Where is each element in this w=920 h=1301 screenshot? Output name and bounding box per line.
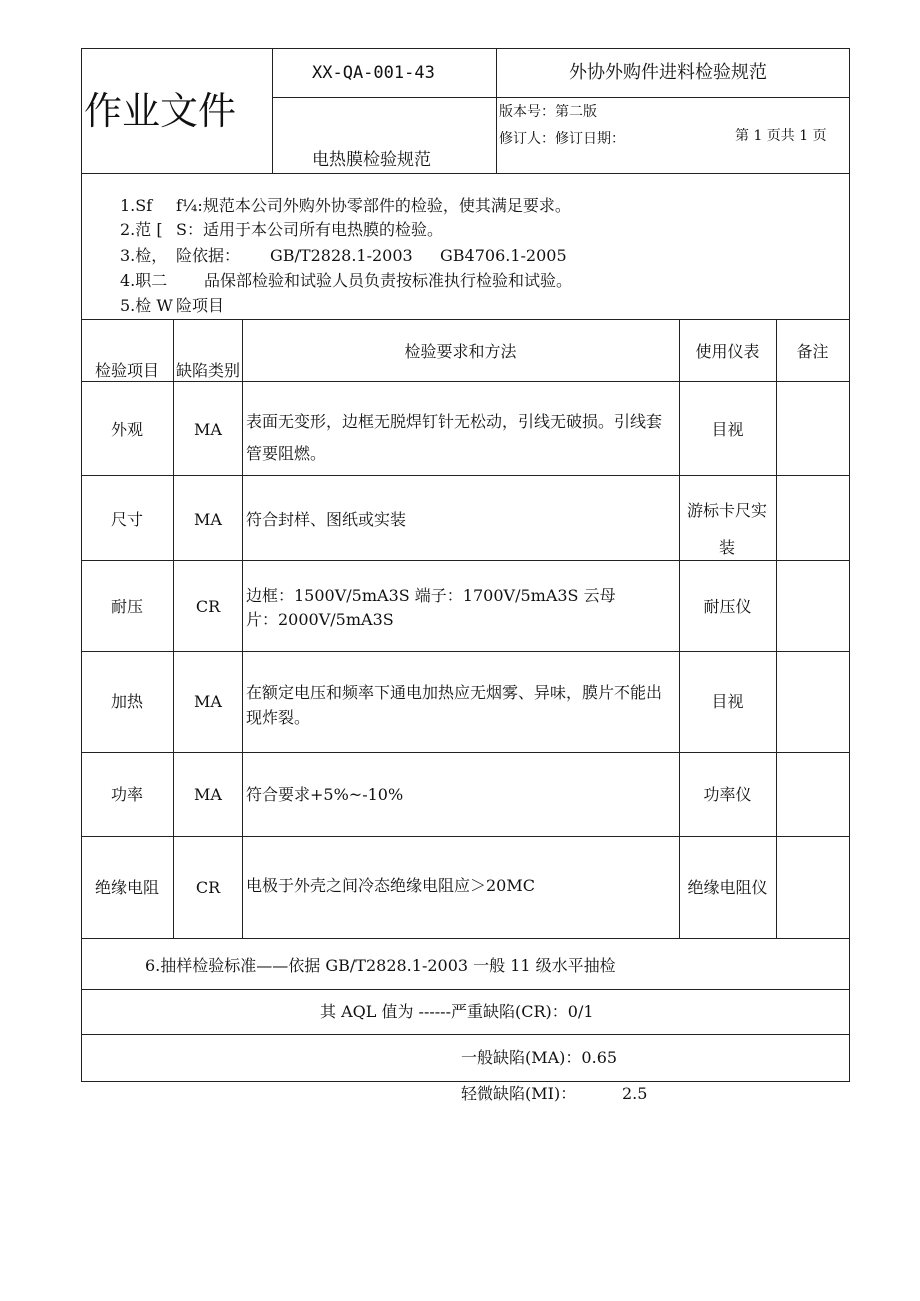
page-number: 第 1 页共 1 页 — [735, 128, 827, 144]
row-instrument: 绝缘电阻仪 — [687, 878, 768, 897]
col-header-item: 检验项目 — [94, 361, 159, 380]
col-header-category: 缺陷类别 — [175, 361, 240, 380]
row-category: CR — [195, 878, 221, 897]
intro-label: 4.职二 — [120, 271, 168, 290]
row-requirement: 电极于外壳之间冷态绝缘电阻应＞20MC — [246, 876, 535, 895]
intro-text: 险依据： — [176, 246, 241, 265]
doc-title: 外协外购件进料检验规范 — [569, 62, 767, 83]
row-item: 功率 — [110, 785, 143, 804]
intro-label: 2.范 [ — [120, 220, 163, 239]
intro-text: 品保部检验和试验人员负责按标准执行检验和试验。 — [204, 271, 573, 290]
intro-label: 5.检 W — [120, 296, 173, 315]
row-item: 耐压 — [110, 597, 143, 616]
row-instrument: 游标卡尺实装 — [686, 501, 767, 557]
version-info: 版本号：第二版 — [499, 104, 597, 120]
row-category: MA — [194, 510, 222, 529]
row-requirement: 符合封样、图纸或实装 — [246, 510, 407, 529]
row-category: CR — [195, 597, 221, 616]
doc-type-title: 作业文件 — [84, 89, 237, 133]
standard-ref: GB/T2828.1-2003 — [270, 246, 413, 265]
row-item: 外观 — [110, 420, 143, 439]
row-requirement: 符合要求+5%~-10% — [246, 785, 404, 804]
sampling-standard: 6.抽样检验标准——依据 GB/T2828.1-2003 一般 11 级水平抽检 — [145, 956, 616, 975]
aql-minor-label: 轻微缺陷(MI)： — [461, 1084, 577, 1103]
intro-label: 3.检， — [120, 246, 168, 265]
row-item: 尺寸 — [110, 510, 143, 529]
aql-critical: 其 AQL 值为 ------严重缺陷(CR)：0/1 — [320, 1002, 594, 1021]
aql-minor-value: 2.5 — [622, 1084, 648, 1103]
row-item: 加热 — [110, 692, 143, 711]
row-category: MA — [194, 785, 222, 804]
row-requirement: 在额定电压和频率下通电加热应无烟雾、异味，膜片不能出现炸裂。 — [246, 683, 663, 727]
col-header-instrument: 使用仪表 — [695, 342, 760, 361]
row-instrument: 功率仪 — [703, 785, 752, 804]
row-instrument: 目视 — [711, 420, 744, 439]
intro-text: 险项目 — [176, 296, 225, 315]
col-header-remark: 备注 — [796, 342, 829, 361]
row-instrument: 目视 — [711, 692, 744, 711]
sub-title: 电热膜检验规范 — [312, 150, 431, 170]
intro-text: f¼:规范本公司外购外协零部件的检验，使其满足要求。 — [176, 196, 571, 215]
row-item: 绝缘电阻 — [94, 878, 159, 897]
row-category: MA — [194, 420, 222, 439]
revision-info: 修订人：修订日期： — [499, 131, 625, 147]
row-requirement: 表面无变形，边框无脱焊钉针无松动，引线无破损。引线套管要阻燃。 — [246, 412, 663, 463]
row-instrument: 耐压仪 — [703, 597, 752, 616]
col-header-requirement: 检验要求和方法 — [404, 342, 517, 361]
doc-code: XX-QA-001-43 — [312, 63, 435, 83]
standard-ref: GB4706.1-2005 — [440, 246, 567, 265]
row-requirement: 边框：1500V/5mA3S 端子：1700V/5mA3S 云母片：2000V/5mA3S — [246, 586, 616, 629]
aql-major: 一般缺陷(MA)：0.65 — [461, 1048, 618, 1067]
row-category: MA — [194, 692, 222, 711]
intro-text: S：适用于本公司所有电热膜的检验。 — [176, 220, 443, 239]
intro-label: 1.Sf — [120, 196, 153, 215]
